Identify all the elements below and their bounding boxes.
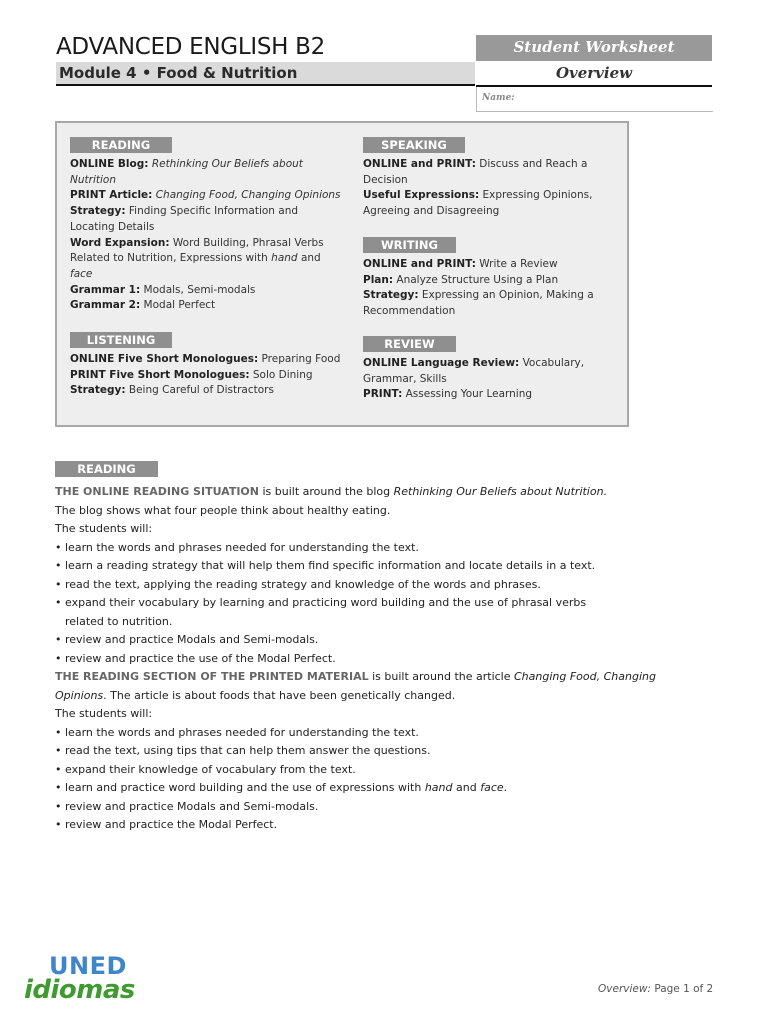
list-item: • review and practice Modals and Semi-modals. <box>55 631 675 650</box>
overview-label: Overview <box>555 64 633 82</box>
title-english-b2: ENGLISH B2 <box>189 34 325 60</box>
uned-logo-top: UNED <box>49 952 127 980</box>
list-item: • expand their vocabulary by learning and practicing word building and the use of phrasal verbs <box>55 594 675 613</box>
page-number: Overview: Page 1 of 2 <box>598 983 714 995</box>
list-item: • read the text, using tips that can help them answer the questions. <box>55 742 675 761</box>
list-item-continuation: related to nutrition. <box>65 614 173 628</box>
document-title <box>56 34 325 60</box>
title-advanced: ADVANCED <box>56 34 183 60</box>
list-item: • learn and practice word building and the use of expressions with hand and face. <box>55 779 675 798</box>
uned-logo-bottom: idiomas <box>24 975 135 1005</box>
listening-tag: LISTENING <box>70 332 172 348</box>
online-intro: THE ONLINE READING SITUATION is built around the blog Rethinking Our Beliefs about Nutrition. <box>55 485 608 498</box>
list-item: • learn a reading strategy that will help them find specific information and locate details in a text. <box>55 557 675 576</box>
print-intro: THE READING SECTION OF THE PRINTED MATERIAL is built around the article Changing Food, Changing Opinions. The article is about foods that have been genetically changed. <box>55 670 656 702</box>
speaking-tag: SPEAKING <box>363 137 465 153</box>
reading-section-body: THE ONLINE READING SITUATION is built around the blog Rethinking Our Beliefs about Nutrition. The blog shows what four people think about healthy eating. The students will: • learn the words and phrases needed for understanding the text. • learn a reading strategy that will help them find specific information and locate details in a text. • read the text, applying the reading strategy and knowledge of the words and phrases. • expand their vocabulary by learning and practicing word building and the use of phrasal verbs related to nutrition. • review and practice Modals and Semi-modals. • review and practice the use of the Modal Perfect. THE READING SECTION OF THE PRINTED MATERIAL is built around the article Changing Food, Changing Opinions. The article is about foods that have been genetically changed. The students will: • learn the words and phrases needed for understanding the text. • read the text, using tips that can help them answer the questions. • expand their knowledge of vocabulary from the text. • learn and practice word building and the use of expressions with hand and face. • review and practice Modals and Semi-modals. • review and practice the Modal Perfect. <box>55 483 675 835</box>
review-tag: REVIEW <box>363 336 456 352</box>
list-item: • expand their knowledge of vocabulary from the text. <box>55 761 675 780</box>
speaking-overview: ONLINE and PRINT: Discuss and Reach a Decision Useful Expressions: Expressing Opinions, Agreeing and Disagreeing <box>363 158 593 218</box>
listening-overview: ONLINE Five Short Monologues: Preparing Food PRINT Five Short Monologues: Solo Dining Strategy: Being Careful of Distractors <box>70 353 341 397</box>
writing-overview: ONLINE and PRINT: Write a Review Plan: Analyze Structure Using a Plan Strategy: Expressing an Opinion, Making a Recommendation <box>363 258 594 318</box>
module-title: Module 4 • Food & Nutrition <box>59 64 298 82</box>
reading-section-tag: READING <box>55 461 158 477</box>
list-item: • review and practice Modals and Semi-modals. <box>55 798 675 817</box>
list-item: • review and practice the use of the Modal Perfect. <box>55 650 675 669</box>
writing-tag: WRITING <box>363 237 456 253</box>
list-item: • read the text, applying the reading strategy and knowledge of the words and phrases. <box>55 576 675 595</box>
list-item: • learn the words and phrases needed for understanding the text. <box>55 539 675 558</box>
review-overview: ONLINE Language Review: Vocabulary, Grammar, Skills PRINT: Assessing Your Learning <box>363 357 585 401</box>
list-item: • review and practice the Modal Perfect. <box>55 816 675 835</box>
reading-tag: READING <box>70 137 172 153</box>
list-item: • learn the words and phrases needed for understanding the text. <box>55 724 675 743</box>
reading-overview: ONLINE Blog: Rethinking Our Beliefs about Nutrition PRINT Article: Changing Food, Changing Opinions Strategy: Finding Specific Information and Locating Details Word Expansion: Word Building, Phrasal Verbs Related to Nutrition, Expressions with hand and face Grammar 1: Modals, Semi-modals Grammar 2: Modal Perfect <box>70 158 341 312</box>
worksheet-label: Student Worksheet <box>513 38 675 56</box>
name-label: Name: <box>482 93 515 103</box>
